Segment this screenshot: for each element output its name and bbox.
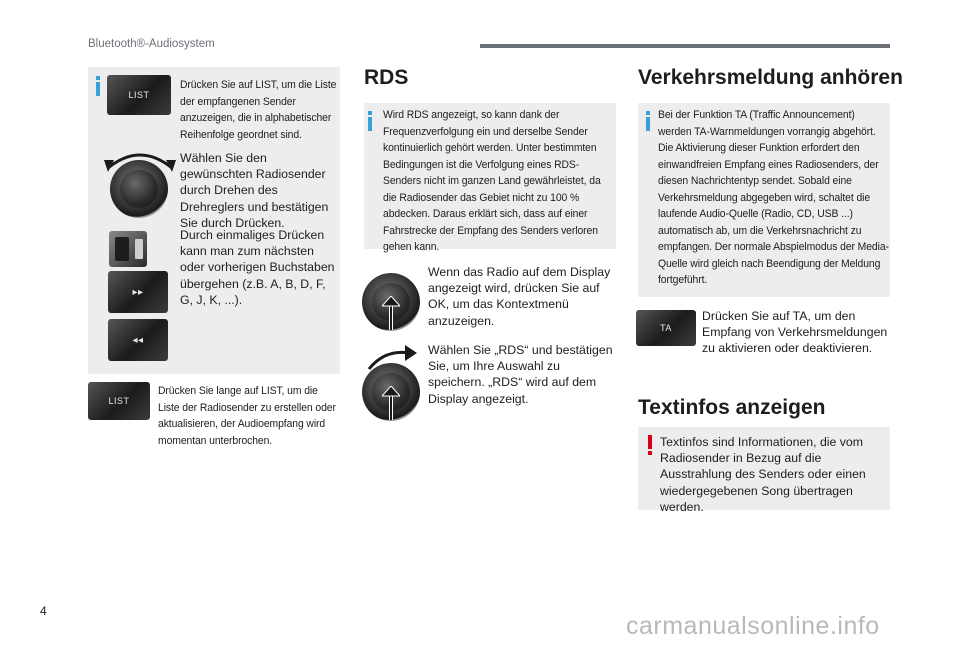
list-button-image-2: [88, 382, 150, 420]
previous-icon: ◂◂: [132, 334, 144, 346]
rds-step1-text: Wenn das Radio auf dem Display angezeigt wird, drücken Sie auf OK, um das Kontextmenü anzuzeigen.: [428, 265, 611, 328]
header-title: Bluetooth®-Audiosystem: [88, 38, 215, 50]
traffic-heading: Verkehrsmeldung anhören: [638, 66, 903, 89]
rotate-instruction: Wählen Sie den gewünschten Radiosender durch Drehen des Drehreglers und bestätigen Sie durch Drücken.: [180, 151, 329, 230]
next-icon: ▸▸: [132, 286, 144, 298]
info-icon: [96, 82, 100, 96]
traffic-info-text: Bei der Funktion TA (Traffic Announcement) werden TA-Warnmeldungen vorrangig abgehört. Die Aktivierung dieser Funktion erfordert den einwandfreien Empfang eines Radiosenders, der diesen Nachrichtentyp sendet. Sobald eine Verkehrsmeldung abgegeben wird, schaltet die laufende Audio-Quelle (Radio, CD, USB ...) automatisch ab, um die Verkehrsnachricht zu empfangen. Der normale Abspielmodus der Media-Quelle wird gleich nach Beendigung der Meldung fortgeführt.: [658, 109, 889, 286]
long-press-instruction: Drücken Sie lange auf LIST, um die Liste der Radiosender zu erstellen oder aktualisieren, der Audioempfang wird momentan unterbrochen.: [158, 385, 336, 447]
textinfo-heading: Textinfos anzeigen: [638, 396, 826, 419]
previous-button-image: [108, 319, 168, 361]
rds-step2-text: Wählen Sie „RDS“ und bestätigen Sie, um Ihre Auswahl zu speichern. „RDS“ wird auf dem Display angezeigt.: [428, 343, 613, 406]
list-button-image: [107, 75, 171, 115]
list-button-label: LIST: [128, 90, 150, 100]
header-bar: [480, 44, 890, 48]
single-press-instruction: Durch einmaliges Drücken kann man zum nächsten oder vorherigen Buchstaben übergehen (z.B. A, B, D, F, G, J, K, ...).: [180, 228, 335, 307]
ta-instruction: Drücken Sie auf TA, um den Empfang von Verkehrsmeldungen zu aktivieren oder deaktivieren.: [702, 309, 888, 356]
watermark: carmanualsonline.info: [626, 612, 880, 640]
textinfo-warning-text: Textinfos sind Informationen, die vom Radiosender in Bezug auf die Ausstrahlung des Senders oder einen wiedergegebenen Song übertragen werden.: [660, 435, 866, 514]
rds-info-text: Wird RDS angezeigt, so kann dank der Frequenzverfolgung ein und derselbe Sender kontinuierlich gehört werden. Unter bestimmten Bedingungen ist die Verfolgung eines RDS-Senders nicht im ganzen Land gewährleistet, da die Radiosender das Gebiet nicht zu 100 % abdecken. Daraus erklärt sich, dass auf einer Fahrstrecke der Empfang des Senders verloren gehen kann.: [383, 109, 601, 253]
list-button-label-2: LIST: [108, 396, 130, 406]
info-icon: [368, 117, 372, 131]
rotary-knob-center: [120, 170, 158, 208]
warning-icon: [648, 435, 652, 449]
info-icon: [646, 117, 650, 131]
ta-button-image: [636, 310, 696, 346]
control-stalk-image: [109, 231, 147, 267]
ta-button-label: TA: [660, 323, 672, 333]
next-button-image: [108, 271, 168, 313]
press-arrow-icon: [382, 386, 400, 420]
press-arrow-icon: [382, 296, 400, 330]
rds-heading: RDS: [364, 66, 409, 89]
page-number: 4: [40, 604, 47, 618]
list-instruction: Drücken Sie auf LIST, um die Liste der empfangenen Sender anzuzeigen, die in alphabetischer Reihenfolge geordnet sind.: [180, 79, 337, 141]
